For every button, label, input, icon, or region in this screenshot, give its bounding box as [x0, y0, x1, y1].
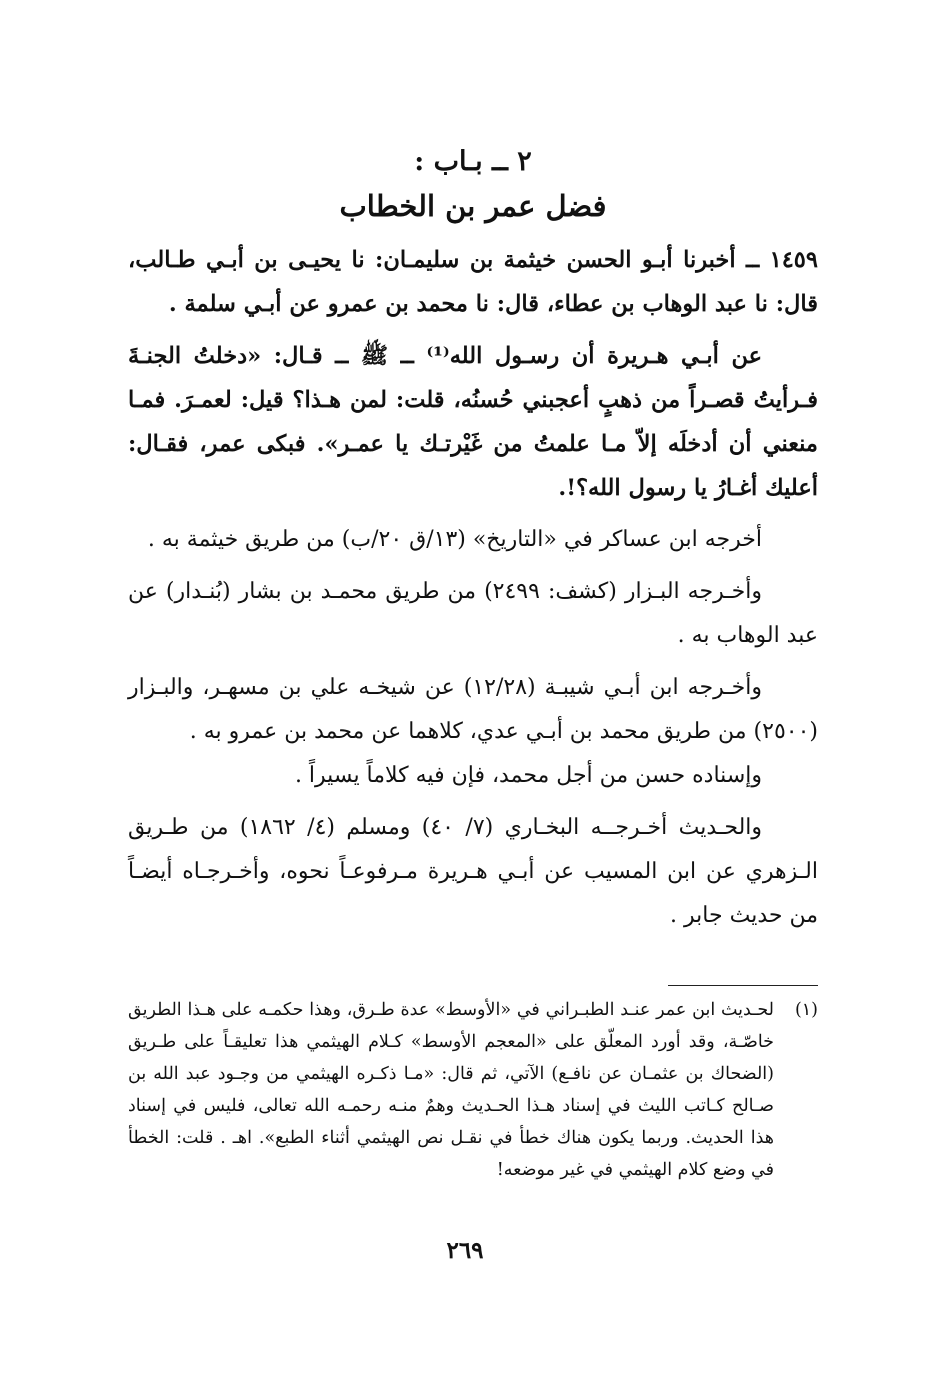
takhrij-paragraph: والحـديث أخـرجــه البخـاري (٧/ ٤٠) ومسلم (٤/ ١٨٦٢) من طـريق الـزهري عن ابن المسيب عن أبـي هـريرة مـرفوعـاً نحوه، وأخـرجـاه أيضـاً من حديث جابر .	[128, 815, 818, 928]
chapter-number: ٢ ــ بـاب :	[414, 146, 532, 177]
footnote-marker: (١)	[794, 1000, 818, 1020]
hadith-matn: عن أبـي هـريرة أن رسـول الله⁽¹⁾ ــ ﷺ ــ قـال: «دخلتُ الجنـةَ فـرأيتُ قصـراً من ذهبٍ أعجبني حُسنُه، قلت: لمن هـذا؟ قيل: لعمـرَ. فمـا منعني أن أدخلَه إلاّ مـا علمتُ من غَيْرتـك يا عمـر». فبكى عمر، فقـال: أعليك أغـارُ يا رسول الله؟!.	[128, 343, 818, 501]
takhrij-paragraph: وإسناده حسن من أجل محمد، فإن فيه كلاماً يسيراً .	[294, 763, 762, 788]
page-body	[128, 140, 818, 938]
takhrij-paragraph: وأخـرجه البـزار (كشف: ٢٤٩٩) من طريق محمـد بن بشار (بُنـدار) عن عبد الوهاب به .	[128, 579, 818, 648]
page-number: ٢٦٩	[446, 1237, 484, 1264]
hadith-isnad: أخبرنا أبـو الحسن خيثمة بن سليمـان: نا يحيـى بن أبـي طـالب، قال: نا عبد الوهاب بن عطاء، قال: نا محمد بن عمرو عن أبـي سلمة .	[128, 247, 818, 317]
footnote	[128, 994, 818, 1186]
takhrij-paragraph: أخرجه ابن عساكر في «التاريخ» (١٣/ق ٢٠/ب) من طريق خيثمة به .	[147, 527, 762, 552]
footnote-divider	[668, 985, 818, 986]
hadith-isnad-paragraph	[128, 238, 818, 326]
takhrij-paragraph: وأخـرجه ابن أبـي شيبـة (١٢/٢٨) عن شيخـه علي بن مسهـر، والبـزار (٢٥٠٠) من طريق محمد بن أبـي عدي، كلاهما عن محمد بن عمرو به .	[128, 675, 818, 744]
footnote-text: لحـديث ابن عمر عنـد الطبـراني في «الأوسط» عدة طـرق، وهذا حكمـه على هـذا الطريق خاصّـة، وقد أورد المعلّق على «المعجم الأوسط» كـلام الهيثمي هذا تعليقـاً على طـريق (الضحاك بن عثمـان عن نافـع) الآتي، ثم قال: «مـا ذكـره الهيثمي من وجـود عبد الله بن صـالح كـاتب الليث في إسناد هـذا الحـديث وهمٌ منـه رحمـه الله تعالى، فليس في إسناد هذا الحديث. وربما يكون هناك خطأ في نقـل نص الهيثمي أثناء الطبع». اهـ . قلت: الخطأ في وضع كلام الهيثمي في غير موضعه!	[128, 1000, 774, 1180]
hadith-number: ١٤٥٩ ــ	[746, 247, 818, 273]
chapter-title: فضل عمر بن الخطاب	[339, 189, 607, 223]
footnotes	[128, 994, 818, 1186]
